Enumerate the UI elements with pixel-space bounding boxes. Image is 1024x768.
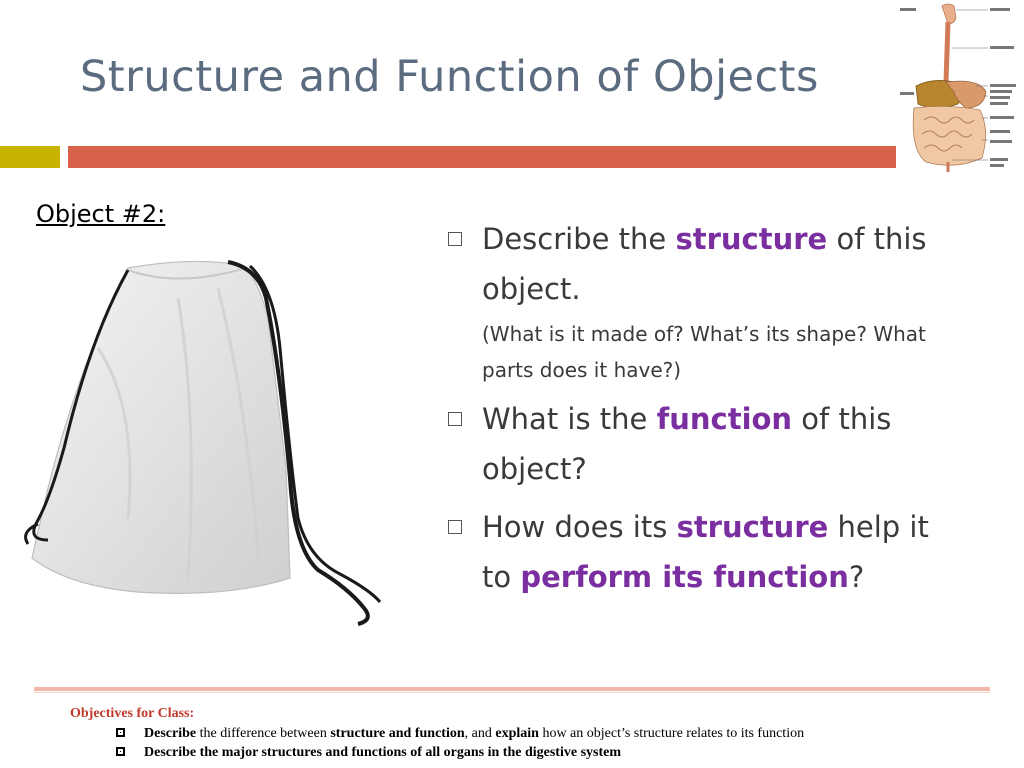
objectives-box: [70, 706, 804, 762]
bullet-function: What is the function of this object?: [448, 394, 948, 494]
digestive-system-image: [896, 0, 1024, 176]
bullet-square-icon: [448, 520, 462, 534]
slide-title: Structure and Function of Objects: [80, 52, 819, 102]
bullet-square-icon: [116, 747, 125, 756]
bullet-square-icon: [448, 232, 462, 246]
drawstring-bag-image: [18, 258, 392, 634]
bullet-square-icon: [116, 728, 125, 737]
objectives-title: Objectives for Class:: [70, 706, 195, 721]
keyword-structure: structure: [675, 222, 828, 256]
bullet-structure: Describe the structure of this object.: [448, 214, 948, 314]
keyword-perform-function: perform its function: [520, 560, 849, 594]
bullet-square-icon: [448, 412, 462, 426]
keyword-function: function: [656, 402, 793, 436]
title-underline-bar: [68, 146, 898, 168]
question-list: [448, 214, 948, 602]
structure-hint: (What is it made of? What’s its shape? What parts does it have?): [482, 322, 926, 382]
objective-item: Describe the major structures and functions of all organs in the digestive system: [70, 743, 804, 762]
keyword-structure: structure: [676, 510, 829, 544]
footer-divider-light: [34, 692, 990, 693]
bullet-structure-function: How does its structure help it to perform its function?: [448, 502, 948, 602]
footer-divider: [34, 687, 990, 691]
objective-item: Describe the difference between structure and function, and explain how an object’s structure relates to its function: [70, 724, 804, 743]
object-label: Object #2:: [36, 200, 166, 228]
accent-bar: [0, 146, 60, 168]
